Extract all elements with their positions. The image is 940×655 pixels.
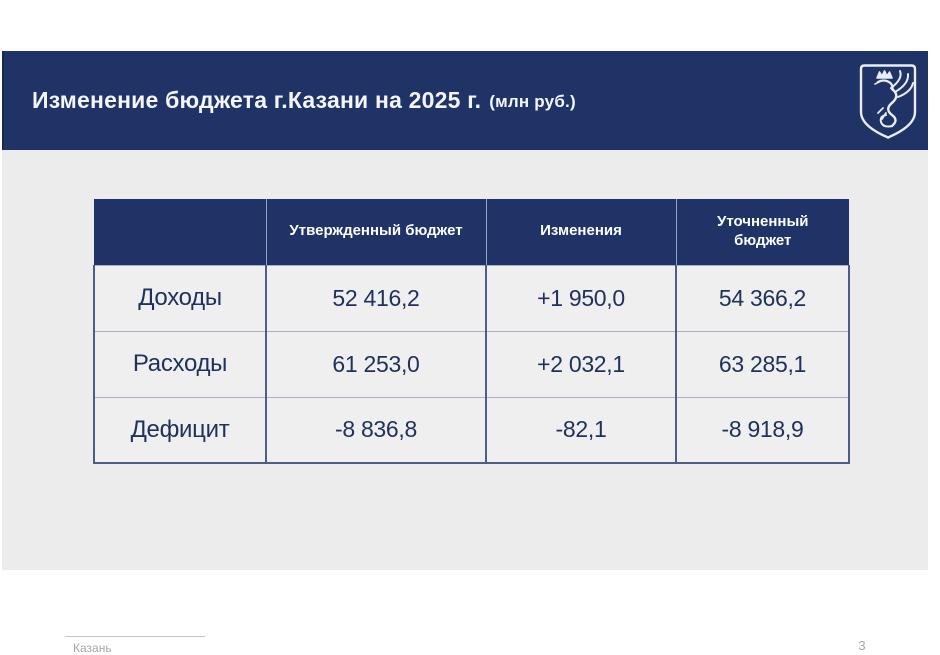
footer-divider-line — [65, 636, 205, 637]
row-label: Расходы — [94, 331, 266, 397]
slide — [2, 51, 928, 655]
slide-header-bar — [2, 51, 928, 150]
row-label: Дефицит — [94, 397, 266, 463]
slide-body — [2, 150, 928, 655]
cell-updated: -8 918,9 — [676, 397, 849, 463]
header-cell-updated-budget: Уточненный бюджет — [676, 199, 849, 265]
cell-approved: 52 416,2 — [266, 265, 486, 331]
budget-table — [93, 199, 850, 464]
header-cell-empty — [94, 199, 266, 265]
table-row-expenses — [94, 331, 849, 397]
cell-change: -82,1 — [486, 397, 676, 463]
cell-updated: 63 285,1 — [676, 331, 849, 397]
table-row-deficit — [94, 397, 849, 463]
cell-approved: -8 836,8 — [266, 397, 486, 463]
slide-title-text: Изменение бюджета г.Казани на 2025 г. — [32, 87, 482, 113]
budget-table-header-row — [94, 199, 849, 265]
cell-change: +1 950,0 — [486, 265, 676, 331]
header-cell-changes: Изменения — [486, 199, 676, 265]
cell-approved: 61 253,0 — [266, 331, 486, 397]
cell-change: +2 032,1 — [486, 331, 676, 397]
row-label: Доходы — [94, 265, 266, 331]
kazan-coat-of-arms-icon — [855, 61, 921, 143]
cell-updated: 54 366,2 — [676, 265, 849, 331]
header-cell-approved-budget: Утвержденный бюджет — [266, 199, 486, 265]
page-number: 3 — [858, 638, 866, 653]
slide-title-unit: (млн руб.) — [489, 91, 576, 111]
table-row-revenues — [94, 265, 849, 331]
footer-city-label: Казань — [73, 641, 112, 655]
slide-title — [32, 51, 576, 150]
